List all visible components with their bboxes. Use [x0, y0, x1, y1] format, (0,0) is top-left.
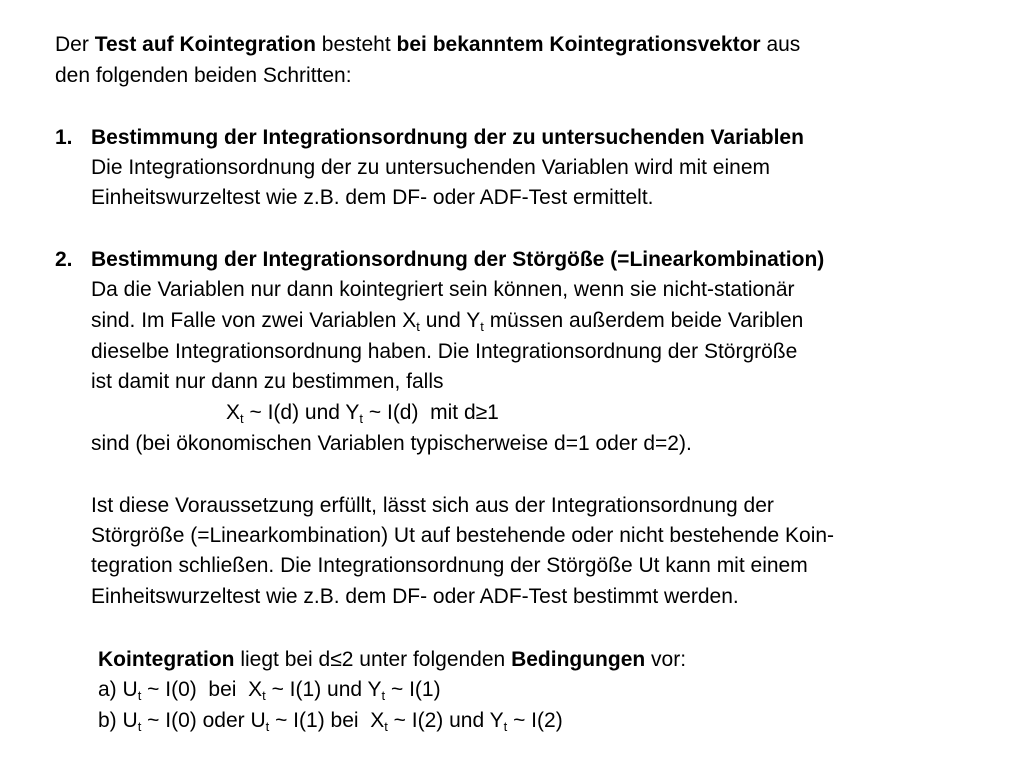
step1-number: 1. — [55, 126, 73, 149]
step2-line-3: dieselbe Integrationsordnung haben. Die Integrationsordnung der Störgröße — [91, 340, 798, 363]
text-run: vor: — [645, 648, 687, 671]
subscript: t — [137, 719, 142, 734]
text-run: sind. Im Falle von zwei Variablen X — [91, 309, 417, 332]
para-line-3: tegration schließen. Die Integrationsordnung der Störgöße Ut kann mit einem — [91, 554, 808, 577]
text-run: a) U — [98, 678, 138, 701]
subscript: t — [384, 719, 388, 734]
text-run: b) U — [98, 709, 138, 732]
text-run: müssen außerdem beide Variblen — [483, 309, 804, 332]
intro-bold-test: Test auf Kointegration — [94, 33, 316, 56]
step1-heading: Bestimmung der Integrationsordnung der zu untersuchenden Variablen — [91, 126, 804, 149]
subscript: t — [359, 411, 364, 426]
text-run: ~ I(2) und Y — [387, 709, 504, 732]
intro-line-1 — [55, 29, 800, 60]
step2-line-2 — [91, 305, 803, 336]
step2-number: 2. — [55, 248, 73, 271]
subscript: t — [262, 688, 266, 703]
text-run: ~ I(d) mit d≥1 — [363, 401, 499, 424]
intro-bold-vector: bei bekanntem Kointegrationsvektor — [396, 33, 761, 56]
subscript: t — [137, 688, 142, 703]
text-run: ~ I(0) oder U — [141, 709, 266, 732]
intro-text: besteht — [315, 33, 397, 56]
text-run: liegt bei d≤2 unter folgenden — [234, 648, 512, 671]
intro-text: Der — [55, 33, 95, 56]
step2-line-1: Da die Variablen nur dann kointegriert sein können, wenn sie nicht-stationär — [91, 278, 795, 301]
subscript: t — [503, 719, 508, 734]
para-line-4: Einheitswurzeltest wie z.B. dem DF- oder ADF-Test bestimmt werden. — [91, 585, 739, 608]
subscript: t — [240, 411, 244, 426]
condition-b — [98, 705, 563, 736]
intro-text: aus — [760, 33, 801, 56]
conditions-heading — [98, 644, 686, 675]
step2-line-6: sind (bei ökonomischen Variablen typischerweise d=1 oder d=2). — [91, 432, 692, 455]
conditions-bold-kointegration: Kointegration — [98, 648, 235, 671]
step2-formula — [226, 397, 499, 428]
text-run: ~ I(1) — [385, 678, 441, 701]
text-run: ~ I(1) bei X — [269, 709, 385, 732]
para-line-1: Ist diese Voraussetzung erfüllt, lässt sich aus der Integrationsordnung der — [91, 494, 774, 517]
subscript: t — [416, 319, 420, 334]
text-run: ~ I(1) und Y — [265, 678, 382, 701]
step2-heading: Bestimmung der Integrationsordnung der Störgöße (=Linearkombination) — [91, 248, 825, 271]
subscript: t — [381, 688, 386, 703]
step2-line-4: ist damit nur dann zu bestimmen, falls — [91, 370, 444, 393]
conditions-bold-bedingungen: Bedingungen — [511, 648, 646, 671]
condition-a — [98, 674, 441, 705]
subscript: t — [265, 719, 270, 734]
intro-line-2: den folgenden beiden Schritten: — [55, 64, 352, 87]
text-run: und Y — [419, 309, 481, 332]
text-run: ~ I(0) bei X — [141, 678, 263, 701]
subscript: t — [480, 319, 484, 334]
step1-line-2: Einheitswurzeltest wie z.B. dem DF- oder ADF-Test ermittelt. — [91, 186, 654, 209]
text-run: X — [226, 401, 241, 424]
para-line-2: Störgröße (=Linearkombination) Ut auf bestehende oder nicht bestehende Koin- — [91, 524, 835, 547]
text-run: ~ I(d) und Y — [243, 401, 360, 424]
step1-line-1: Die Integrationsordnung der zu untersuchenden Variablen wird mit einem — [91, 156, 771, 179]
text-run: ~ I(2) — [507, 709, 563, 732]
